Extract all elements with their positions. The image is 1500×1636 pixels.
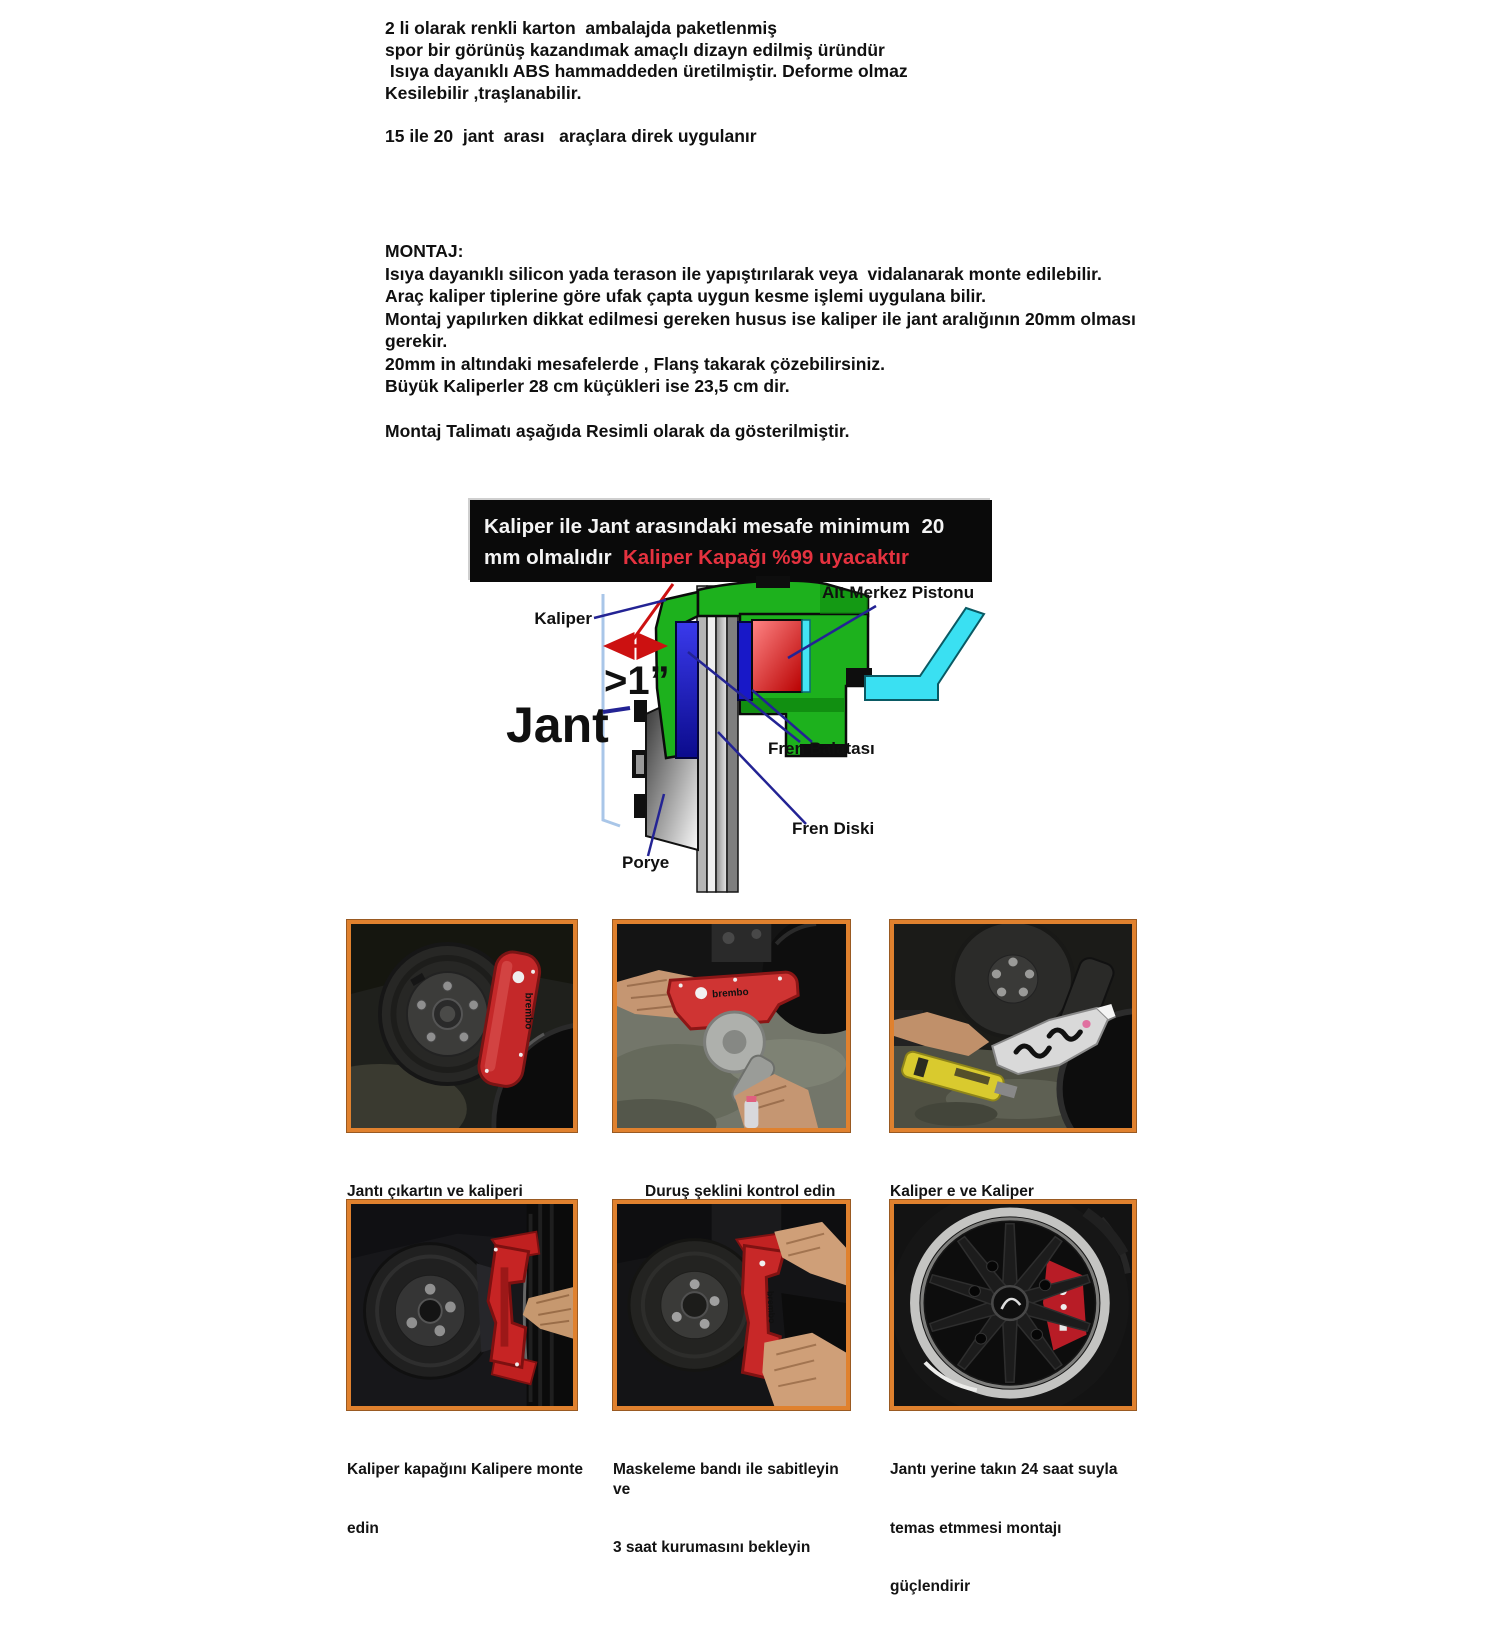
step-5-photo — [613, 1200, 850, 1410]
fitment-line: 15 ile 20 jant arası araçlara direk uygulanır — [385, 126, 757, 146]
intro-line: Kesilebilir ,traşlanabilir. — [385, 82, 582, 103]
photo-wheel-installed — [894, 1204, 1132, 1406]
banner-red-text: Kaliper Kapağı %99 uyacaktır — [622, 546, 909, 569]
piston-illustration — [752, 620, 802, 692]
label-porye: Porye — [622, 853, 670, 872]
montaj-heading: MONTAJ: — [385, 241, 464, 261]
piston-seal — [802, 620, 810, 692]
photo-disc-with-red-caliper — [351, 924, 573, 1128]
svg-text:brembo: brembo — [522, 992, 534, 1030]
svg-text:brembo: brembo — [711, 986, 750, 1001]
step-6 — [890, 1200, 1140, 1636]
step-3-photo — [890, 920, 1136, 1132]
step-1-photo — [347, 920, 577, 1132]
montaj-footer: Montaj Talimatı aşağıda Resimli olarak da gösterilmiştir. — [385, 420, 850, 441]
step-4-photo — [347, 1200, 577, 1410]
step-5-caption: Maskeleme bandı ile sabitleyin ve 3 saat kurumasını bekleyin — [613, 1461, 844, 1556]
brake-hose — [865, 608, 984, 700]
step-2 — [613, 920, 858, 1241]
label-alt-merkez-pistonu: Alt Merkez Pistonu — [822, 583, 975, 602]
product-intro — [385, 18, 1085, 148]
montaj-line: gerekir. — [385, 331, 448, 351]
step-4-caption: Kaliper kapağını Kalipere monte edin — [347, 1461, 584, 1537]
label-fren-diski: Fren Diski — [792, 819, 875, 838]
step-3-caption: Kaliper e ve Kaliper — [890, 1183, 1034, 1200]
brake-disc-illustration — [697, 586, 738, 892]
montaj-line: Montaj yapılırken dikkat edilmesi gereken husus ise kaliper ile jant aralığının 20mm olması — [385, 308, 1136, 329]
montaj-line: Araç kaliper tiplerine göre ufak çapta uygun kesme işlemi uygulana bilir. — [385, 286, 987, 306]
photo-checking-fit — [617, 924, 846, 1128]
intro-line: Isıya dayanıklı ABS hammaddeden üretilmiştir. Deforme olmaz — [385, 61, 908, 81]
step-6-caption: Jantı yerine takın 24 saat suyla temas etmmesi montajı güçlendirir — [890, 1461, 1118, 1595]
warning-banner-text — [470, 500, 992, 573]
brake-pad-right — [738, 622, 752, 700]
step-6-photo — [890, 1200, 1136, 1410]
label-fren-balatasi: Fren Balatası — [768, 739, 875, 758]
intro-line: 2 li olarak renkli karton ambalajda paketlenmiş — [385, 18, 777, 38]
step-1-caption: Jantı çıkartın ve kaliperi — [347, 1183, 523, 1200]
montaj-line: 20mm in altındaki mesafelerde , Flanş takarak çözebilirsiniz. — [385, 353, 885, 374]
photo-applying-adhesive — [894, 924, 1132, 1128]
step-5 — [613, 1200, 858, 1597]
photo-taping-cover — [617, 1204, 846, 1406]
step-4 — [347, 1200, 587, 1577]
center-cap — [992, 1286, 1027, 1320]
intro-line: spor bir görünüş kazandımak amaçlı dizayn edilmiş üründür — [385, 39, 885, 60]
montaj-instructions — [385, 240, 1215, 442]
montaj-line: Büyük Kaliperler 28 cm küçükleri ise 23,5 cm dir. — [385, 376, 790, 396]
label-kaliper: Kaliper — [534, 609, 592, 628]
photo-mounting-cover — [351, 1204, 573, 1406]
label-jant: Jant — [506, 697, 609, 753]
brake-pad-left — [676, 622, 698, 758]
banner-white-text: Kaliper ile Jant arasındaki mesafe minimum 20 mm olmalıdır — [484, 515, 951, 569]
step-2-caption: Duruş şeklini kontrol edin — [645, 1183, 836, 1200]
step-2-photo — [613, 920, 850, 1132]
caliper-clearance-diagram — [460, 568, 1020, 918]
svg-text:brembo: brembo — [765, 1290, 778, 1324]
distance-label: >1” — [604, 659, 670, 703]
montaj-line: Isıya dayanıklı silicon yada terason ile yapıştırılarak veya vidalanarak monte edilebilir. — [385, 263, 1102, 284]
